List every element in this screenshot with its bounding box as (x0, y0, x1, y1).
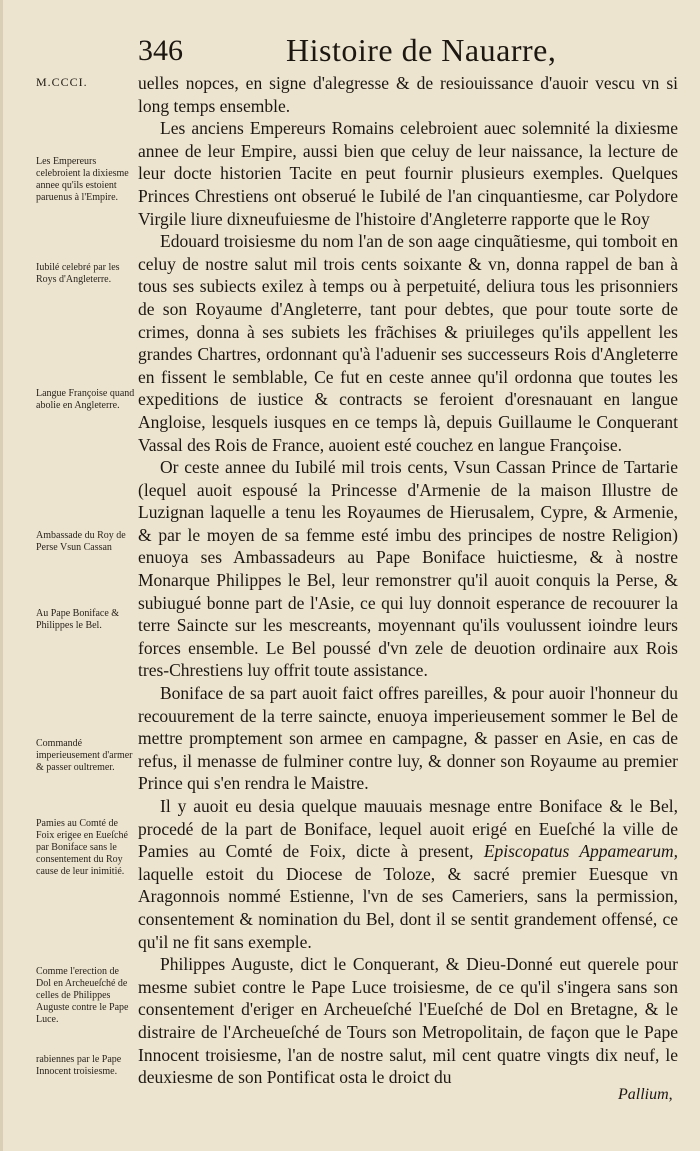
body-text (138, 72, 678, 1089)
paragraph-text: Il y auoit eu desia quelque mauuais mesnage entre Boniface & le Bel, procedé de la part de Boniface, lequel auoit erigé en Eueſché la ville de Pamies au Comté de Foix, dicte à present, (138, 796, 678, 862)
paragraph: Philippes Auguste, dict le Conquerant, & Dieu-Donné eut querele pour mesme subiet contre le Pape Luce troisiesme, de ce qu'il s'ingera sans son consentement d'eriger en Archeueſché l'Eueſché de Dol en Bretagne, & le distraire de l'Archeueſché de Tours son Metropolitain, de façon que le Pape Innocent troisiesme, l'an de nostre salut, mil cent quatre vingts dix neuf, le deuxiesme de son Pontificat osta le droict du (138, 954, 678, 1088)
sidenote-pamies: Pamies au Comté de Foix erigee en Eueſché par Boniface sans le consentement du Roy cause de leur inimitié. (36, 818, 128, 877)
catchword: Pallium, (618, 1086, 673, 1103)
paragraph-text-continued: laquelle estoit du Diocese de Toloze, & sacré premier Euesque vn Aragonnois nommé Estienne, l'vn de ses Cameriers, sans la permission, consentement & nomination du Bel, dont il se sentit grandement offensé, ce qu'il ne fit sans exemple. (138, 863, 678, 952)
page-number: 346 (138, 34, 183, 67)
page-header (138, 18, 698, 68)
sidenote-innocent: rabiennes par le Pape Innocent troisiesme. (36, 1054, 122, 1077)
sidenote-pape-boniface: Au Pape Boniface & Philippes le Bel. (36, 608, 120, 631)
sidenote-langue: Langue Françoise quand abolie en Angleterre. (36, 388, 135, 411)
latin-phrase: Episcopatus Appamearum, (483, 841, 679, 862)
sidenote-iubile: Iubilé celebré par les Roys d'Angleterre. (36, 262, 120, 285)
margin-year: M.CCCI. (36, 75, 88, 89)
paragraph (138, 795, 678, 953)
paragraph: Edouard troisiesme du nom l'an de son aage cinquãtiesme, qui tomboit en celuy de nostre salut mil trois cents soixante & vn, donna rappel de ban à tous ses subiects exilez à temps ou à perpetuité, deliura tous les prisonniers de son Royaume d'Angleterre, tant pour debtes, que pour toute sorte de crimes, donna à ses subiets les frãchises & priuileges qu'ils appellent les grandes Chartres, ordonnant qu'à l'aduenir ses successeurs Rois d'Angleterre en fissent le semblable, Ce fut en ceste annee qu'il ordonna que toutes les expeditions de iustice & contracts se feroient d'oresnauant en langue Angloise, lesquels iusques en ce temps là, depuis Guillaume le Conquerant Vassal des Rois de France, auoient esté couchez en langue Françoise. (138, 231, 678, 455)
paragraph: Boniface de sa part auoit faict offres pareilles, & pour auoir l'honneur du recouurement de la terre saincte, enuoya imperieusement sommer le Bel de mettre promptement son armee en campagne, & passer en Asie, en cas de refus, il menasse de fulminer contre luy, & donner son Royaume au premier Prince qui s'en rendra le Maistre. (138, 683, 678, 794)
paragraph: Les anciens Empereurs Romains celebroient auec solemnité la dixiesme annee de leur Empire, aussi bien que celuy de leur naissance, la lecture de leur docte historien Tacite en peut fournir plusieurs exemples. Quelques Princes Chrestiens ont obserué le Iubilé de l'an cinquantiesme, car Polydore Virgile liure dixneufuiesme de l'histoire d'Angleterre rapporte que le Roy (138, 118, 678, 229)
paragraph: Or ceste annee du Iubilé mil trois cents, Vsun Cassan Prince de Tartarie (lequel auoit espousé la Princesse d'Armenie de la maison Illustre de Luzignan laquelle a tenu les Royaumes de Hierusalem, Cypre, & Armenie, & par le moyen de sa femme esté imbu des principes de nostre Religion) enuoya ses Ambassadeurs au Pape Boniface huictiesme, & à nostre Monarque Philippes le Bel, leur remonstrer qu'il auoit conquis la Perse, & subiugué bonne part de l'Asie, ce qui luy donnoit esperance de recouurer la terre Saincte sur les mescreants, moyennant qu'ils voulussent ioindre leurs forces ensemble. Le Bel poussé d'vn zele de deuotion ordinaire aux Rois tres-Chrestiens luy offrit toute assistance. (138, 457, 678, 681)
sidenote-commande: Commandé imperieusement d'armer & passer oultremer. (36, 738, 133, 773)
sidenote-ambassade: Ambassade du Roy de Perse Vsun Cassan (36, 530, 126, 553)
paragraph: uelles nopces, en signe d'alegresse & de resiouissance d'auoir vescu vn si long temps ensemble. (138, 73, 678, 116)
running-title: Histoire de Nauarre, (286, 32, 557, 68)
sidenote-dol: Comme l'erection de Dol en Archeueſché de celles de Philippes Auguste contre le Pape Luce. (36, 966, 129, 1025)
page-gutter (0, 0, 3, 1151)
sidenote-empereurs: Les Empereurs celebroient la dixiesme annee qu'ils estoient paruenus à l'Empire. (36, 156, 129, 203)
